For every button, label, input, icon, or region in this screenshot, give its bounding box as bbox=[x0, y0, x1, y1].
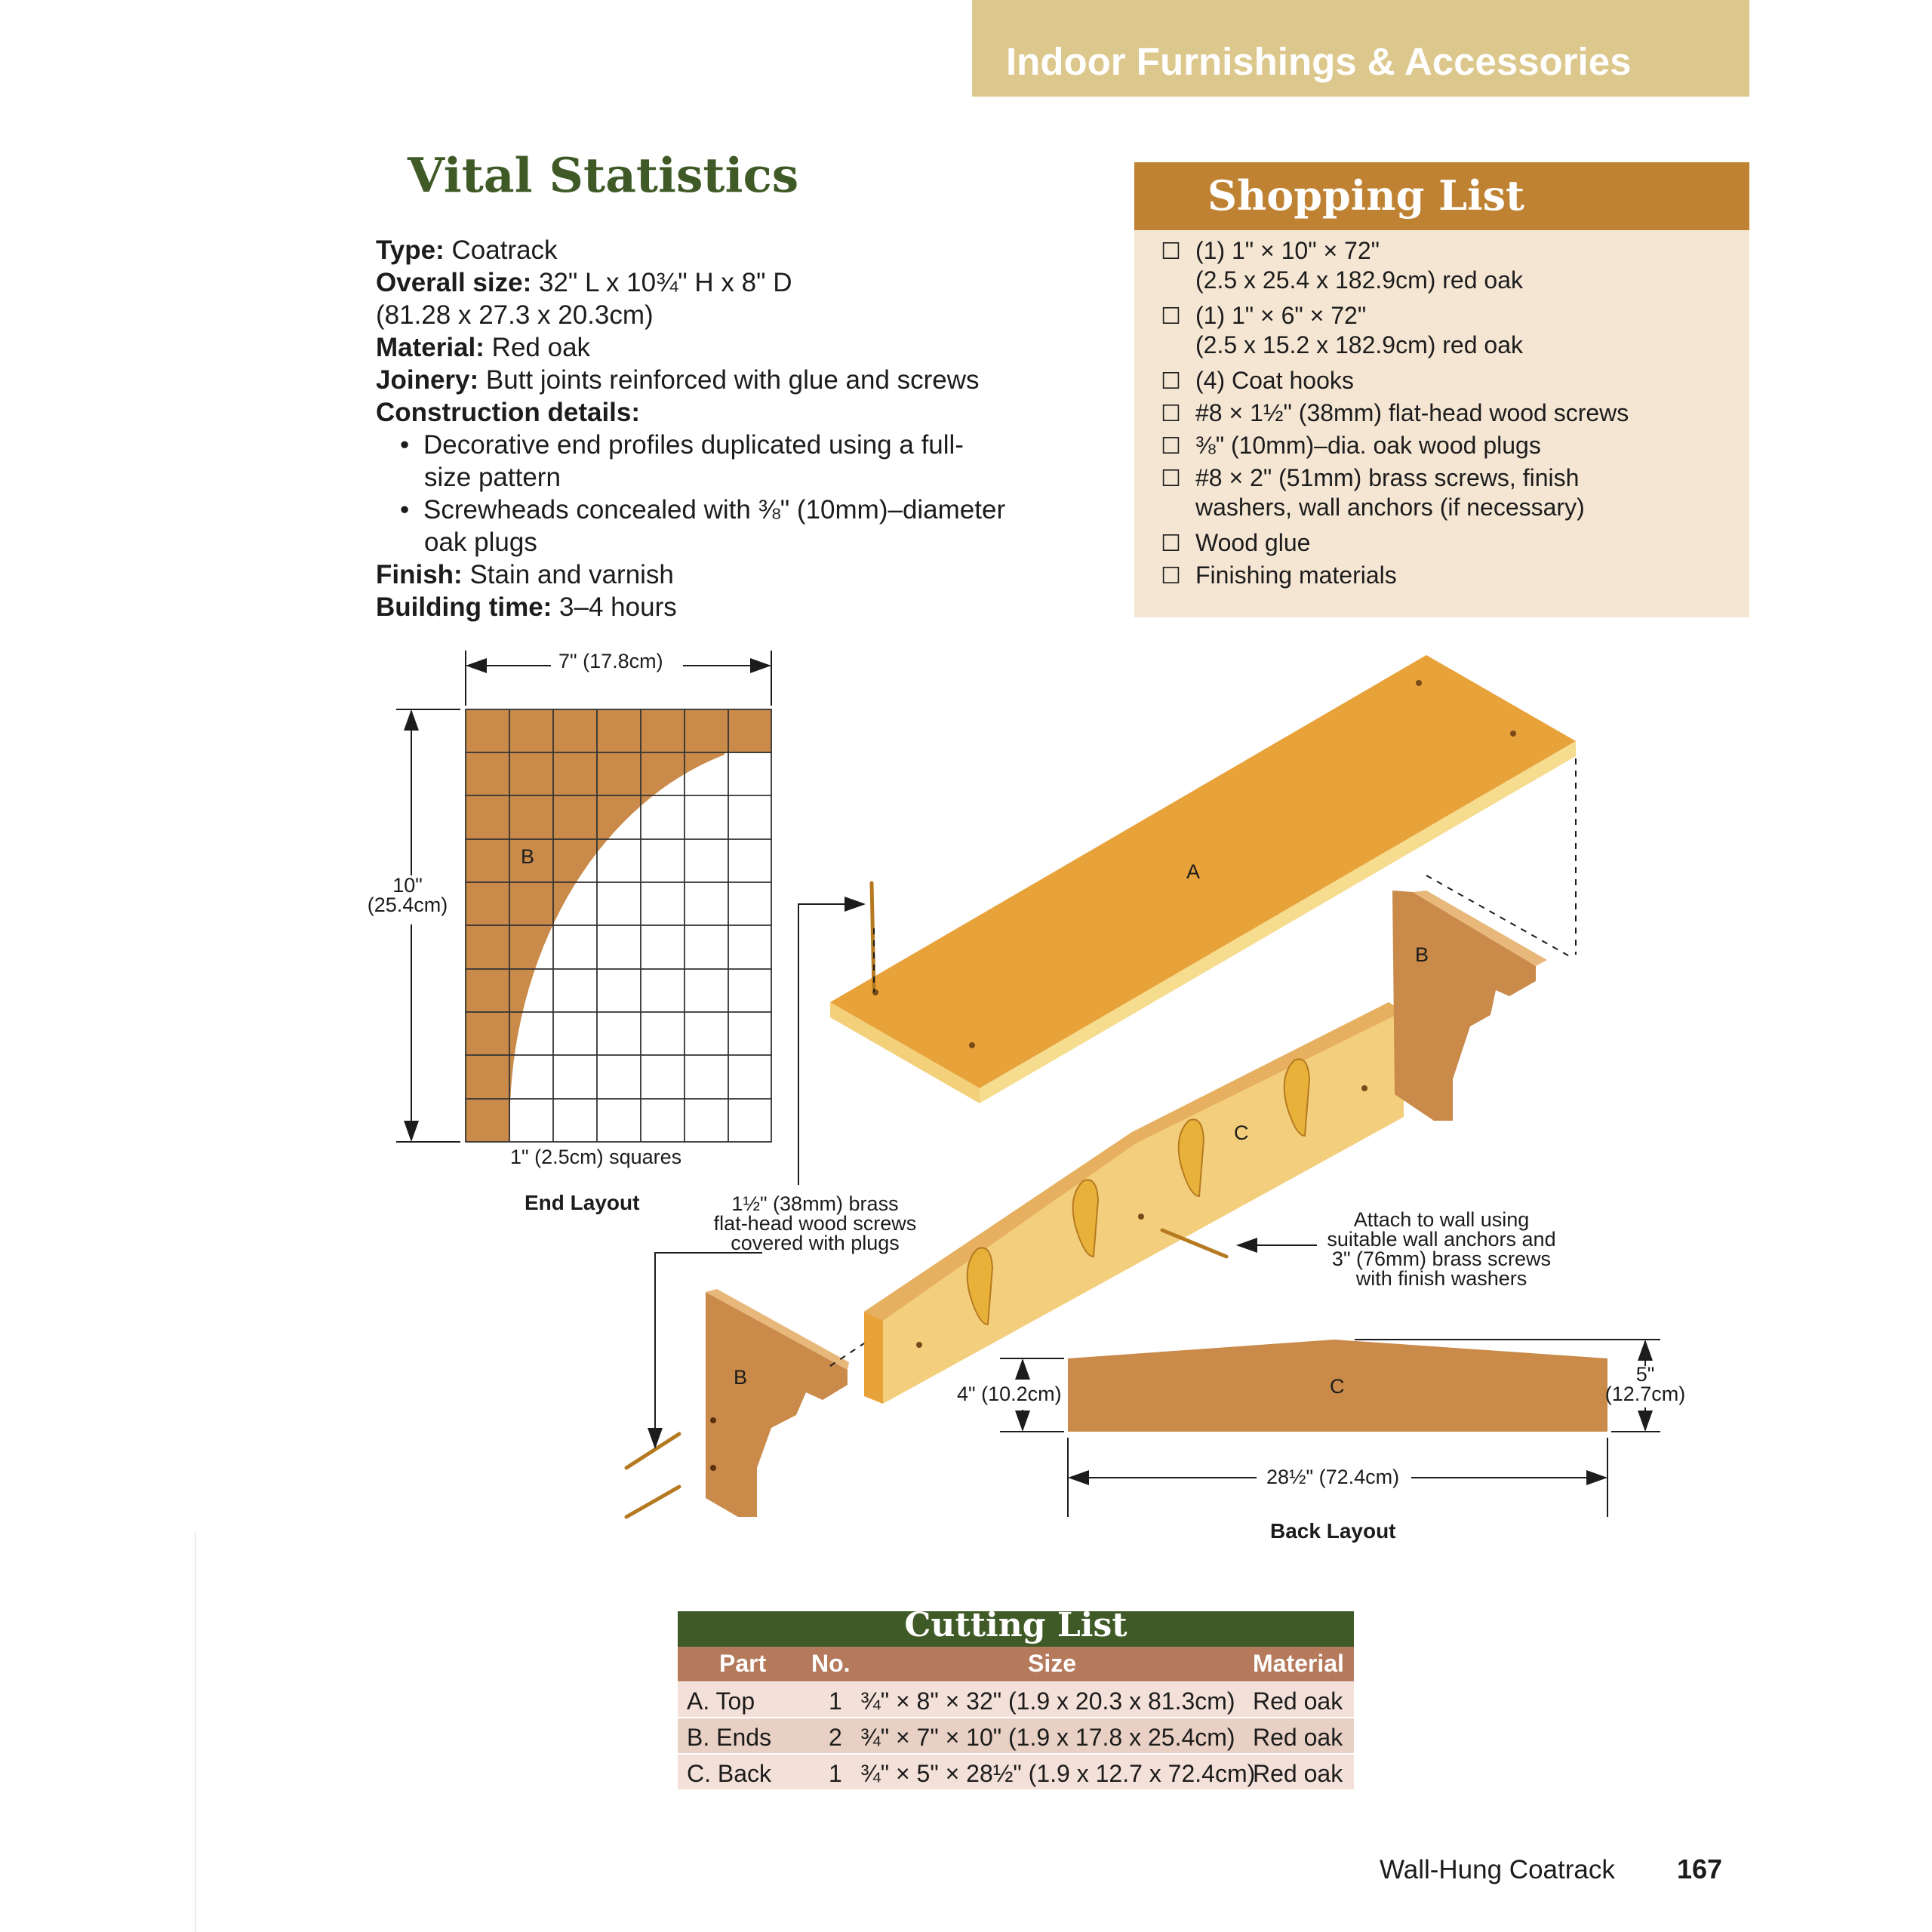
checkbox-icon: ☐ bbox=[1161, 531, 1181, 556]
cutting-list-title: Cutting List bbox=[904, 1606, 1128, 1644]
shop-item-1: ☐ (1) 1" × 10" × 72" bbox=[1161, 236, 1380, 266]
wall-note: Attach to wall using suitable wall anchors and 3" (76mm) brass screws with finish washers bbox=[1327, 1208, 1556, 1290]
vs-size: Overall size: 32" L x 10¾" H x 8" D bbox=[376, 268, 792, 297]
shop-item-1-cont: (2.5 x 25.4 x 182.9cm) red oak bbox=[1195, 266, 1523, 294]
end-layout-caption: End Layout bbox=[525, 1191, 640, 1214]
col-no: No. bbox=[811, 1650, 851, 1677]
vs-construction: Construction details: bbox=[376, 398, 641, 427]
row-b-material: Red oak bbox=[1253, 1724, 1343, 1751]
vs-bullet-1: • Decorative end profiles duplicated using a full- bbox=[400, 430, 964, 460]
back-right-height-label: 5" (12.7cm) bbox=[1604, 1363, 1686, 1405]
vs-joinery: Joinery: Butt joints reinforced with glue and screws bbox=[376, 365, 980, 395]
back-layout bbox=[1000, 1340, 1660, 1517]
checkbox-icon: ☐ bbox=[1161, 466, 1181, 491]
left-end-part-label: B bbox=[734, 1366, 748, 1389]
checkbox-icon: ☐ bbox=[1161, 304, 1181, 329]
vs-type: Type: Coatrack bbox=[376, 235, 558, 265]
row-c-no: 1 bbox=[829, 1760, 842, 1787]
col-part: Part bbox=[719, 1650, 767, 1677]
row-a-size: ¾" × 8" × 32" (1.9 x 20.3 x 81.3cm) bbox=[860, 1687, 1235, 1715]
checkbox-icon: ☐ bbox=[1161, 369, 1181, 394]
footer-title: Wall-Hung Coatrack bbox=[1380, 1855, 1615, 1884]
shopping-list-title: Shopping List bbox=[1208, 171, 1524, 220]
top-part-label: A bbox=[1186, 860, 1201, 883]
shop-item-6-cont: washers, wall anchors (if necessary) bbox=[1195, 494, 1585, 521]
checkbox-icon: ☐ bbox=[1161, 401, 1181, 426]
end-height-label: 10" (25.4cm) bbox=[367, 874, 448, 916]
screws-note: 1½" (38mm) brass flat-head wood screws covered with plugs bbox=[713, 1192, 917, 1254]
shop-item-6: ☐ #8 × 2" (51mm) brass screws, finish bbox=[1161, 463, 1579, 494]
vs-material: Material: Red oak bbox=[376, 333, 591, 362]
end-width-label: 7" (17.8cm) bbox=[558, 650, 663, 672]
col-material: Material bbox=[1253, 1650, 1344, 1677]
back-left-height-label: 4" (10.2cm) bbox=[957, 1383, 1062, 1405]
vs-size-metric: (81.28 x 27.3 x 20.3cm) bbox=[376, 300, 654, 330]
right-end-part-label: B bbox=[1415, 943, 1429, 966]
vs-bullet-1-cont: size pattern bbox=[424, 463, 561, 492]
shop-item-4: ☐ #8 × 1½" (38mm) flat-head wood screws bbox=[1161, 398, 1629, 429]
shop-item-2-cont: (2.5 x 15.2 x 182.9cm) red oak bbox=[1195, 331, 1523, 358]
vs-bullet-2: • Screwheads concealed with ⅜" (10mm)–diameter bbox=[400, 495, 1006, 525]
back-width-label: 28½" (72.4cm) bbox=[1266, 1466, 1400, 1488]
row-c-material: Red oak bbox=[1253, 1760, 1343, 1787]
end-piece-b-right bbox=[1392, 891, 1547, 1121]
page-edge-rule bbox=[195, 1532, 196, 1932]
back-layout-caption: Back Layout bbox=[1270, 1519, 1396, 1543]
row-b-no: 2 bbox=[829, 1724, 842, 1751]
row-c-size: ¾" × 5" × 28½" (1.9 x 12.7 x 72.4cm) bbox=[860, 1760, 1256, 1787]
checkbox-icon: ☐ bbox=[1161, 564, 1181, 589]
checkbox-icon: ☐ bbox=[1161, 239, 1181, 264]
section-banner-title: Indoor Furnishings & Accessories bbox=[1006, 40, 1632, 83]
shop-item-5: ☐ ⅜" (10mm)–dia. oak wood plugs bbox=[1161, 431, 1541, 461]
row-a-part: A. Top bbox=[687, 1687, 755, 1715]
back-part-label: C bbox=[1234, 1121, 1249, 1144]
row-a-material: Red oak bbox=[1253, 1687, 1343, 1715]
squares-label: 1" (2.5cm) squares bbox=[510, 1146, 682, 1168]
row-c-part: C. Back bbox=[687, 1760, 772, 1787]
end-layout-part-label: B bbox=[521, 845, 535, 868]
end-piece-b-left bbox=[706, 1289, 849, 1517]
vs-finish: Finish: Stain and varnish bbox=[376, 560, 674, 589]
checkbox-icon: ☐ bbox=[1161, 434, 1181, 459]
row-a-no: 1 bbox=[829, 1687, 842, 1715]
shop-item-3: ☐ (4) Coat hooks bbox=[1161, 366, 1354, 396]
shop-item-8: ☐ Finishing materials bbox=[1161, 561, 1397, 591]
row-b-size: ¾" × 7" × 10" (1.9 x 17.8 x 25.4cm) bbox=[860, 1724, 1235, 1751]
back-layout-part-label: C bbox=[1330, 1375, 1345, 1398]
shop-item-7: ☐ Wood glue bbox=[1161, 528, 1310, 558]
row-b-part: B. Ends bbox=[687, 1724, 772, 1751]
vs-building-time: Building time: 3–4 hours bbox=[376, 592, 677, 622]
shop-item-2: ☐ (1) 1" × 6" × 72" bbox=[1161, 301, 1366, 331]
page-number: 167 bbox=[1677, 1854, 1723, 1884]
vs-bullet-2-cont: oak plugs bbox=[424, 528, 537, 557]
vital-statistics-title: Vital Statistics bbox=[408, 147, 799, 203]
col-size: Size bbox=[1028, 1650, 1077, 1677]
